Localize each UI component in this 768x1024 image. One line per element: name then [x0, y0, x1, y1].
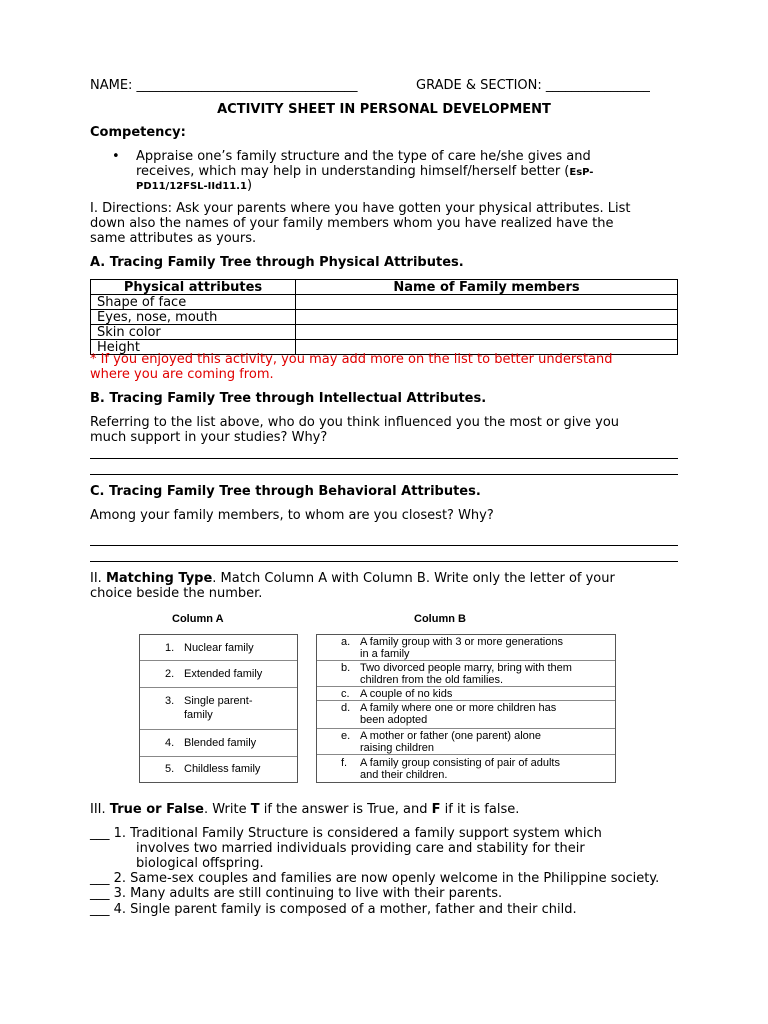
- column-b-item-text: A family where one or more children has: [360, 702, 557, 714]
- column-a-item-text: Blended family: [184, 737, 257, 749]
- section-b-heading: B. Tracing Family Tree through Intellectual Attributes.: [90, 391, 487, 406]
- family-member-answer-cell[interactable]: [296, 325, 678, 340]
- column-a-box: [139, 634, 298, 783]
- attribute-cell: Skin color: [91, 325, 296, 340]
- directions-line2: down also the names of your family members whom you have realized have the: [90, 216, 614, 231]
- column-a-item: [140, 730, 297, 757]
- column-b-label: Column B: [414, 613, 466, 625]
- note-line1: * If you enjoyed this activity, you may add more on the list to better understand: [90, 352, 613, 367]
- matching-instruction-rest: . Match Column A with Column B. Write only the letter of your: [212, 571, 615, 586]
- note-line2: where you are coming from.: [90, 367, 274, 382]
- column-a-item-text-line2: family: [184, 709, 213, 721]
- column-a-item: [140, 661, 297, 688]
- column-a-item-number: 1.: [165, 642, 175, 654]
- true-false-end: if it is false.: [440, 802, 520, 817]
- competency-close-paren: ): [246, 178, 253, 193]
- true-false-item-1[interactable]: ___ 1. Traditional Family Structure is considered a family support system which: [90, 826, 602, 841]
- directions-line3: same attributes as yours.: [90, 231, 257, 246]
- column-b-item-letter: d.: [341, 702, 351, 714]
- section-a-heading: A. Tracing Family Tree through Physical Attributes.: [90, 255, 464, 270]
- column-b-item-text: A family group consisting of pair of adults: [360, 757, 560, 769]
- column-a-item-text: Extended family: [184, 668, 263, 680]
- grade-section-field-label: GRADE & SECTION: ________________: [416, 78, 650, 93]
- true-false-item-3[interactable]: ___ 3. Many adults are still continuing to live with their parents.: [90, 886, 503, 901]
- section-c-question: Among your family members, to whom are you closest? Why?: [90, 508, 494, 523]
- column-a-item-number: 5.: [165, 763, 175, 775]
- answer-line[interactable]: [90, 545, 678, 546]
- column-b-item-text-line2: children from the old families.: [360, 674, 504, 686]
- column-b-item-text: A couple of no kids: [360, 688, 453, 700]
- column-a-item: [140, 635, 297, 661]
- competency-code-line: [136, 178, 252, 193]
- true-false-heading: True or False: [109, 802, 204, 817]
- matching-prefix: II.: [90, 571, 106, 586]
- competency-heading: Competency:: [90, 125, 186, 140]
- competency-text-line2: [136, 164, 593, 179]
- column-a-item: [140, 688, 297, 730]
- column-a-item-text: Single parent-: [184, 695, 253, 707]
- column-a-label: Column A: [172, 613, 224, 625]
- table-header-row: [91, 280, 678, 295]
- column-b-item: [317, 729, 615, 755]
- competency-code-part1: EsP-: [569, 167, 594, 178]
- competency-text-line2-main: receives, which may help in understanding himself/herself better (: [136, 164, 570, 179]
- true-letter: T: [250, 802, 260, 817]
- attribute-cell: Eyes, nose, mouth: [91, 310, 296, 325]
- column-b-item: [317, 755, 615, 782]
- matching-instruction-line1: [90, 571, 615, 586]
- column-a-item-text: Nuclear family: [184, 642, 254, 654]
- column-b-item-letter: a.: [341, 636, 351, 648]
- column-a-item-number: 4.: [165, 737, 175, 749]
- table-row: [91, 295, 678, 310]
- column-b-item: [317, 701, 615, 729]
- column-a-item-number: 3.: [165, 695, 175, 707]
- false-letter: F: [431, 802, 441, 817]
- true-false-mid2: if the answer is True, and: [259, 802, 432, 817]
- answer-line[interactable]: [90, 458, 678, 459]
- true-false-item-1-line2: involves two married individuals providing care and stability for their: [136, 841, 585, 856]
- column-b-item-text: A family group with 3 or more generations: [360, 636, 563, 648]
- column-a-item-text: Childless family: [184, 763, 261, 775]
- true-false-item-2[interactable]: ___ 2. Same-sex couples and families are now openly welcome in the Philippine society.: [90, 871, 660, 886]
- column-b-item-letter: e.: [341, 730, 351, 742]
- matching-heading: Matching Type: [105, 571, 213, 586]
- competency-code-part2: PD11/12FSL-IId11.1: [136, 181, 247, 192]
- name-field-label: NAME: __________________________________: [90, 78, 358, 93]
- section-c-heading: C. Tracing Family Tree through Behavioral Attributes.: [90, 484, 481, 499]
- table-row: [91, 310, 678, 325]
- column-b-box: [316, 634, 616, 783]
- section-b-question-line1: Referring to the list above, who do you think influenced you the most or give you: [90, 415, 620, 430]
- bullet-icon: •: [112, 149, 120, 164]
- column-b-item-letter: f.: [341, 757, 348, 769]
- directions-line1: I. Directions: Ask your parents where you have gotten your physical attributes. List: [90, 201, 631, 216]
- true-false-item-1-line3: biological offspring.: [136, 856, 264, 871]
- column-a-item: [140, 757, 297, 782]
- column-b-item-letter: b.: [341, 662, 351, 674]
- family-member-answer-cell[interactable]: [296, 295, 678, 310]
- column-header-family-members: Name of Family members: [296, 280, 678, 295]
- column-b-item-letter: c.: [341, 688, 350, 700]
- answer-line[interactable]: [90, 561, 678, 562]
- true-false-instruction: [90, 802, 519, 817]
- column-a-item-number: 2.: [165, 668, 175, 680]
- true-false-prefix: III.: [90, 802, 110, 817]
- column-b-item: [317, 687, 615, 701]
- attribute-cell: Height: [91, 340, 296, 355]
- attribute-cell: Shape of face: [91, 295, 296, 310]
- column-b-item: [317, 635, 615, 661]
- true-false-item-4[interactable]: ___ 4. Single parent family is composed of a mother, father and their child.: [90, 902, 577, 917]
- table-row: [91, 325, 678, 340]
- column-b-item-text: Two divorced people marry, bring with them: [360, 662, 572, 674]
- matching-instruction-line2: choice beside the number.: [90, 586, 263, 601]
- answer-line[interactable]: [90, 474, 678, 475]
- column-b-item-text: A mother or father (one parent) alone: [360, 730, 541, 742]
- column-b-item-text-line2: in a family: [360, 648, 410, 660]
- true-false-mid1: . Write: [204, 802, 251, 817]
- competency-text-line1: Appraise one’s family structure and the type of care he/she gives and: [136, 149, 591, 164]
- column-b-item: [317, 661, 615, 687]
- section-b-question-line2: much support in your studies? Why?: [90, 430, 328, 445]
- physical-attributes-table: [90, 279, 678, 355]
- column-header-physical-attributes: Physical attributes: [91, 280, 296, 295]
- column-b-item-text-line2: and their children.: [360, 769, 448, 781]
- family-member-answer-cell[interactable]: [296, 310, 678, 325]
- page-title: ACTIVITY SHEET IN PERSONAL DEVELOPMENT: [217, 102, 551, 117]
- column-b-item-text-line2: raising children: [360, 742, 434, 754]
- column-b-item-text-line2: been adopted: [360, 714, 428, 726]
